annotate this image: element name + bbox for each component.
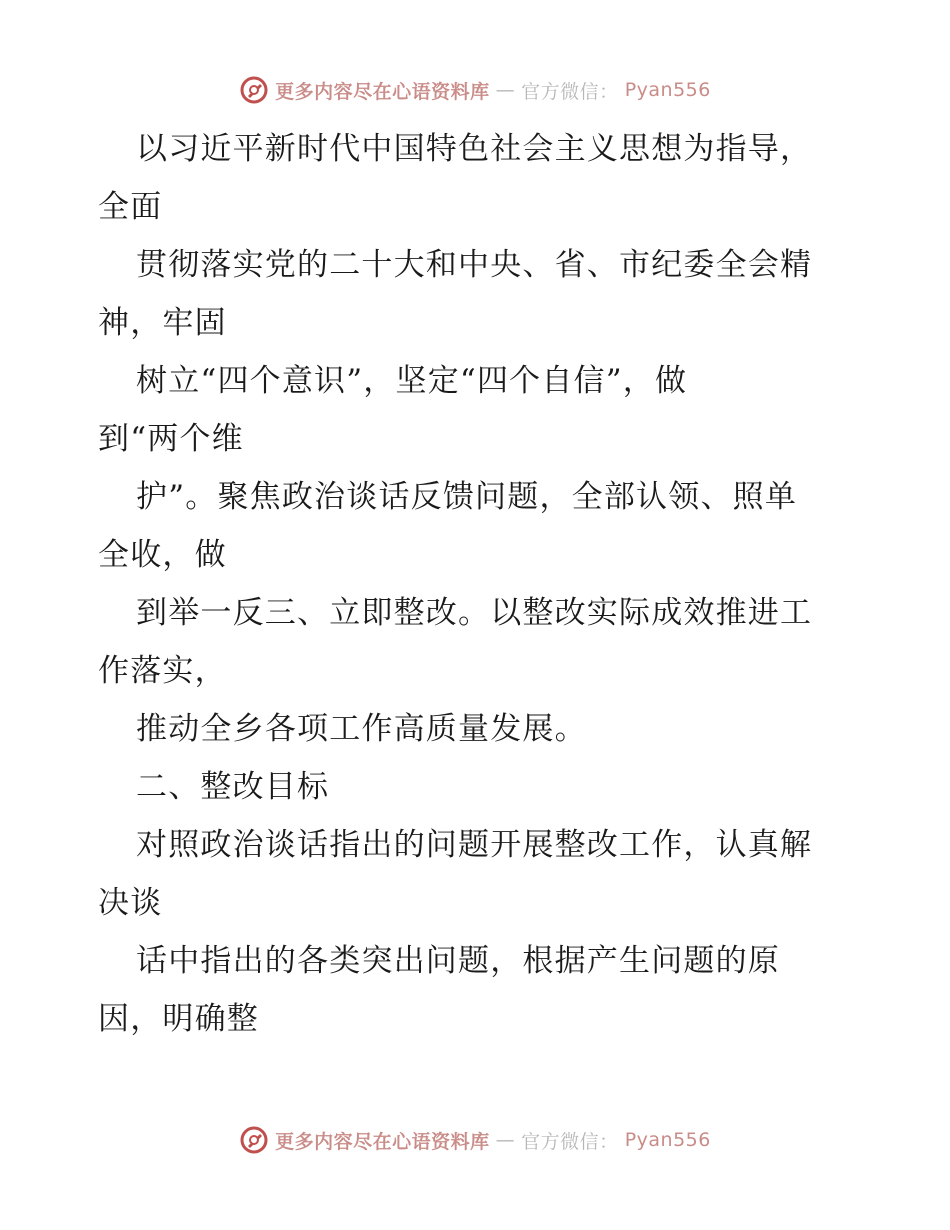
paragraph-first-line: 树立“四个意识”，坚定“四个自信”，做 <box>136 363 688 399</box>
brand-logo-icon <box>239 75 269 105</box>
paragraph-continuation: 全面 <box>98 189 163 225</box>
section-heading-text: 二、整改目标 <box>136 769 330 805</box>
paragraph <box>98 584 858 700</box>
brand-logo-icon <box>239 1125 269 1155</box>
watermark-main-text: 更多内容尽在心语资料库 <box>275 80 490 103</box>
watermark-id-text: Pyan556 <box>624 79 711 101</box>
paragraph <box>98 236 858 352</box>
paragraph-first-line: 话中指出的各类突出问题，根据产生问题的原 <box>136 943 780 979</box>
watermark-separator: — <box>495 79 516 101</box>
paragraph-continuation: 全收，做 <box>98 537 227 573</box>
paragraph-continuation: 因，明确整 <box>98 1001 259 1037</box>
paragraph <box>98 120 858 236</box>
paragraph-first-line: 到举一反三、立即整改。以整改实际成效推进工 <box>136 595 813 631</box>
watermark-id-text: Pyan556 <box>624 1129 711 1151</box>
paragraph-first-line: 以习近平新时代中国特色社会主义思想为指导， <box>136 131 813 167</box>
paragraph <box>98 816 858 932</box>
paragraph-continuation: 作落实， <box>98 653 227 689</box>
watermark-main-text: 更多内容尽在心语资料库 <box>275 1130 490 1153</box>
document-body <box>98 120 858 1048</box>
footer-watermark <box>0 1120 950 1160</box>
watermark-sub-text: 官方微信： <box>521 1130 619 1153</box>
watermark-separator: — <box>495 1129 516 1151</box>
paragraph <box>98 352 858 468</box>
header-watermark <box>0 70 950 110</box>
paragraph <box>98 932 858 1048</box>
paragraph-first-line: 对照政治谈话指出的问题开展整改工作，认真解 <box>136 827 813 863</box>
watermark-sub-text: 官方微信： <box>521 80 619 103</box>
paragraph-continuation: 神，牢固 <box>98 305 227 341</box>
paragraph-continuation: 决谈 <box>98 885 163 921</box>
section-heading <box>98 758 858 816</box>
paragraph <box>98 700 858 758</box>
paragraph <box>98 468 858 584</box>
paragraph-first-line: 贯彻落实党的二十大和中央、省、市纪委全会精 <box>136 247 813 283</box>
paragraph-first-line: 护”。聚焦政治谈话反馈问题，全部认领、照单 <box>136 479 798 515</box>
paragraph-continuation: 到“两个维 <box>98 421 244 457</box>
paragraph-first-line: 推动全乡各项工作高质量发展。 <box>136 711 587 747</box>
